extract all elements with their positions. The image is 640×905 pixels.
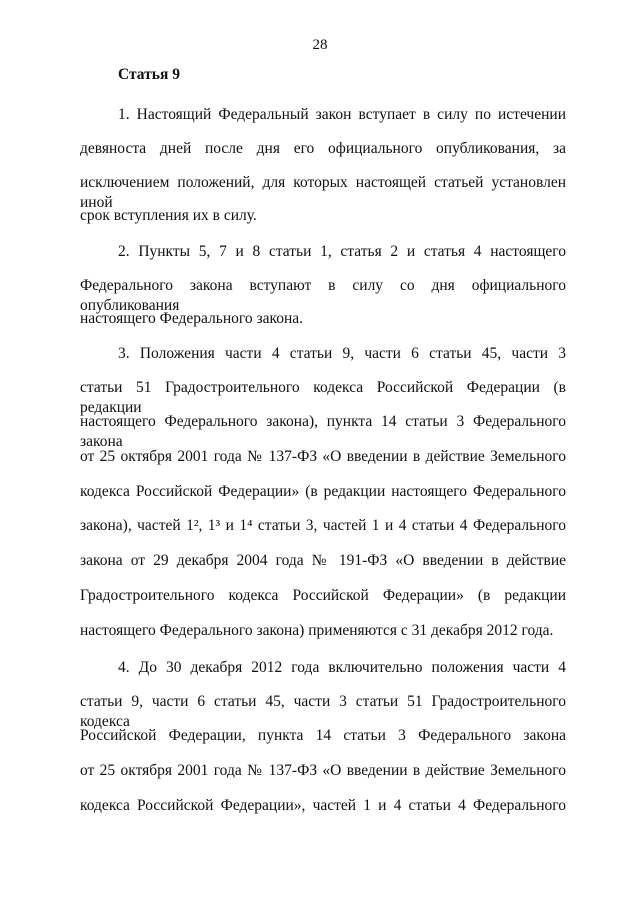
- line-text: статьи 9, части 6 статьи 45, части 3 статьи 51 Градостроительного кодекса: [80, 693, 566, 730]
- line-text: 1. Настоящий Федеральный закон вступает в силу по истечении: [118, 106, 566, 123]
- text-line: [80, 412, 566, 450]
- page-number: 28: [312, 37, 328, 53]
- text-line: [80, 206, 566, 226]
- text-line: [80, 551, 566, 571]
- text-line: [80, 761, 566, 781]
- text-line: [80, 309, 566, 329]
- text-line: [80, 482, 566, 502]
- line-text: девяноста дней после дня его официального опубликования, за: [80, 140, 566, 157]
- line-text: настоящего Федерального закона), пункта 14 статьи 3 Федерального закона: [80, 413, 566, 450]
- line-text: кодекса Российской Федерации» (в редакции настоящего Федерального: [80, 483, 566, 500]
- text-line: [118, 242, 566, 262]
- line-text: Федерального закона вступают в силу со дня официального опубликования: [80, 277, 566, 314]
- text-line: [80, 692, 566, 730]
- line-text: от 25 октября 2001 года № 137-ФЗ «О введении в действие Земельного: [80, 448, 566, 465]
- text-line: [118, 658, 566, 678]
- text-line: [118, 105, 566, 125]
- text-line: [80, 173, 566, 211]
- line-text: от 25 октября 2001 года № 137-ФЗ «О введении в действие Земельного: [80, 762, 566, 779]
- line-text: Градостроительного кодекса Российской Федерации» (в редакции: [80, 587, 566, 604]
- article-heading: Статья 9: [118, 66, 180, 83]
- text-line: [80, 726, 566, 746]
- line-text: Российской Федерации, пункта 14 статьи 3 Федерального закона: [80, 727, 566, 744]
- text-line: [80, 447, 566, 467]
- line-text: кодекса Российской Федерации», частей 1 и 4 статьи 4 Федерального: [80, 797, 566, 814]
- text-line: [80, 378, 566, 416]
- text-line: [80, 516, 566, 536]
- text-line: [80, 796, 566, 816]
- line-text: настоящего Федерального закона) применяются с 31 декабря 2012 года.: [80, 622, 554, 639]
- line-text: 3. Положения части 4 статьи 9, части 6 статьи 45, части 3: [118, 345, 566, 362]
- line-text: 4. До 30 декабря 2012 года включительно положения части 4: [118, 659, 566, 676]
- text-line: [80, 621, 566, 641]
- line-text: закона), частей 1², 1³ и 1⁴ статьи 3, частей 1 и 4 статьи 4 Федерального: [80, 517, 566, 534]
- text-line: [80, 276, 566, 314]
- text-line: [80, 586, 566, 606]
- line-text: исключением положений, для которых настоящей статьей установлен иной: [80, 174, 566, 211]
- text-line: [118, 344, 566, 364]
- line-text: срок вступления их в силу.: [80, 207, 257, 224]
- text-line: [80, 139, 566, 159]
- line-text: статьи 51 Градостроительного кодекса Российской Федерации (в редакции: [80, 379, 566, 416]
- line-text: закона от 29 декабря 2004 года № 191-ФЗ «О введении в действие: [80, 552, 566, 569]
- line-text: настоящего Федерального закона.: [80, 310, 304, 327]
- line-text: 2. Пункты 5, 7 и 8 статьи 1, статья 2 и статья 4 настоящего: [118, 243, 566, 260]
